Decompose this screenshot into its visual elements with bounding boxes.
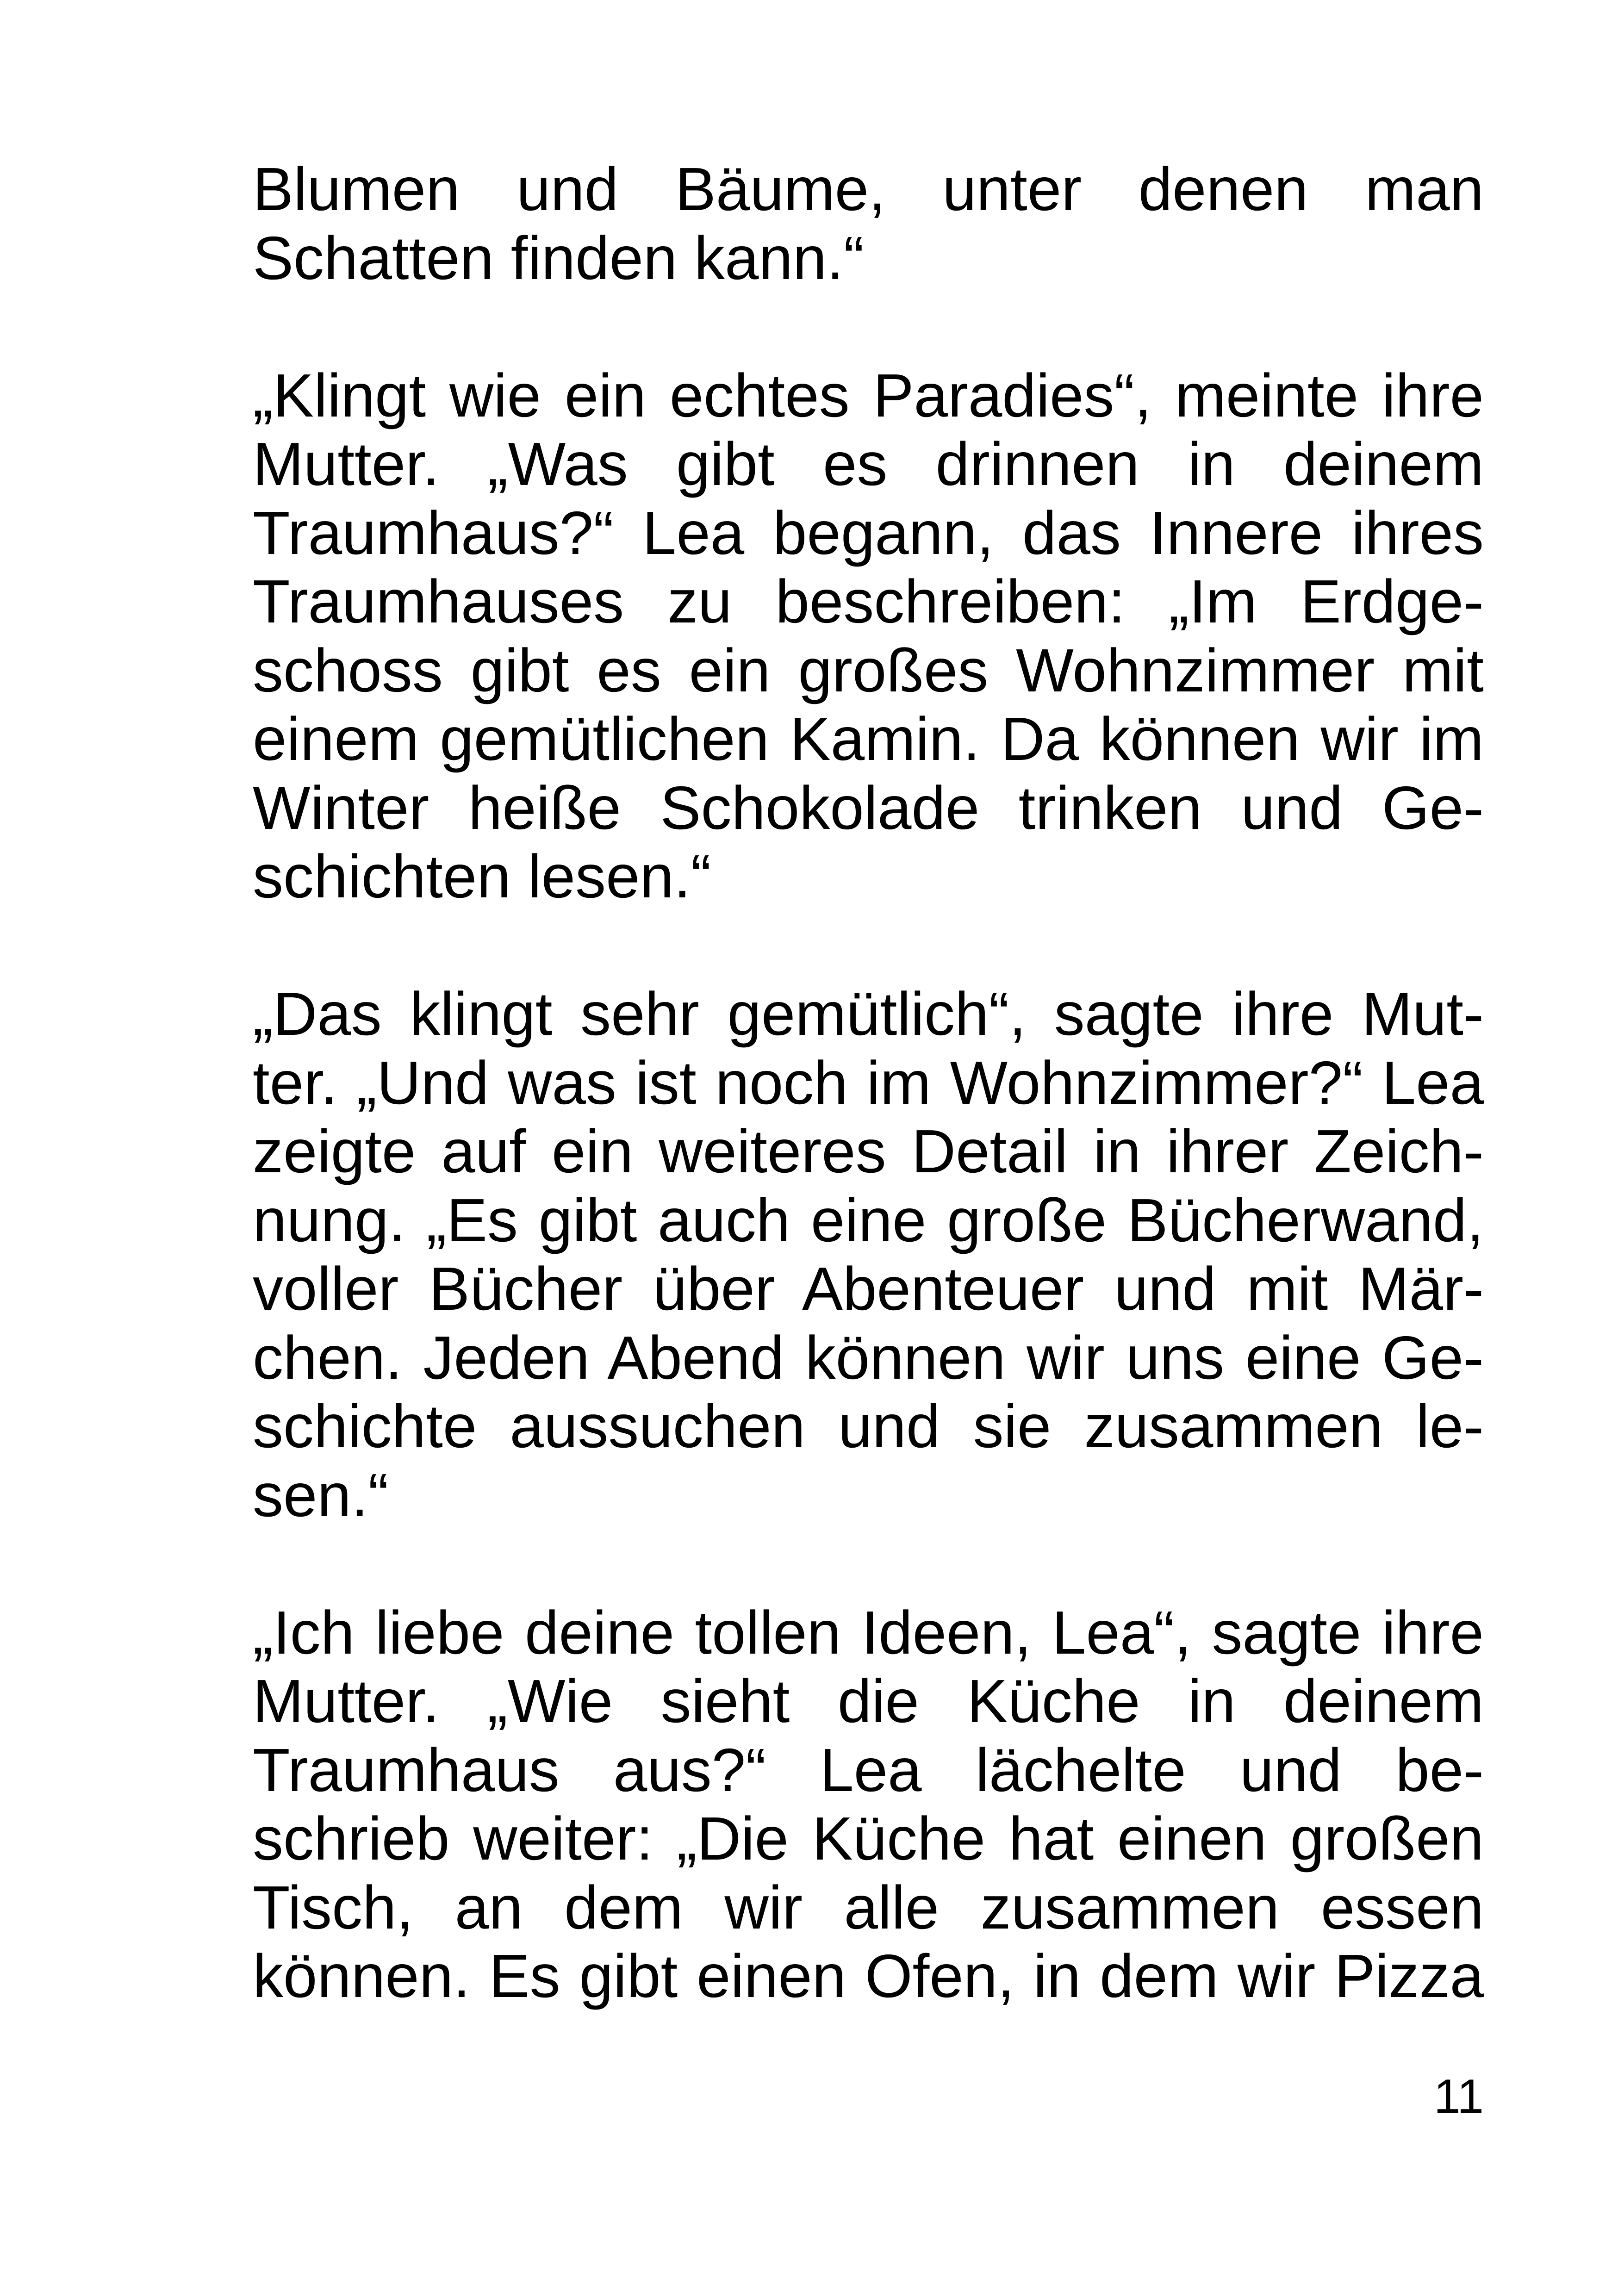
text-line: Traumhauses zu beschreiben: „Im Erdge- bbox=[253, 567, 1484, 635]
paragraph-gap bbox=[253, 292, 1484, 361]
paragraph-gap bbox=[253, 1530, 1484, 1599]
text-line: Traumhaus?“ Lea begann, das Innere ihres bbox=[253, 498, 1484, 567]
text-line: Traumhaus aus?“ Lea lächelte und be- bbox=[253, 1736, 1484, 1804]
text-line: Schatten finden kann.“ bbox=[253, 224, 864, 292]
text-line: Tisch, an dem wir alle zusammen essen bbox=[253, 1873, 1484, 1941]
text-line: Mutter. „Wie sieht die Küche in deinem bbox=[253, 1667, 1484, 1735]
text-line: „Klingt wie ein echtes Paradies“, meinte ihre bbox=[253, 361, 1484, 429]
text-line: nung. „Es gibt auch eine große Bücherwand, bbox=[253, 1186, 1484, 1254]
text-line: Blumen und Bäume, unter denen man bbox=[253, 155, 1484, 223]
text-line: schichte aussuchen und sie zusammen le- bbox=[253, 1392, 1484, 1460]
text-line: „Das klingt sehr gemütlich“, sagte ihre Mut- bbox=[253, 980, 1484, 1048]
page-number: 11 bbox=[1434, 2070, 1484, 2123]
text-line: schrieb weiter: „Die Küche hat einen großen bbox=[253, 1804, 1484, 1873]
text-line: ter. „Und was ist noch im Wohnzimmer?“ Lea bbox=[253, 1048, 1484, 1117]
text-line: zeigte auf ein weiteres Detail in ihrer Zeich- bbox=[253, 1117, 1484, 1185]
text-line: einem gemütlichen Kamin. Da können wir im bbox=[253, 705, 1484, 773]
text-line: Mutter. „Was gibt es drinnen in deinem bbox=[253, 430, 1484, 498]
text-line: schichten lesen.“ bbox=[253, 842, 711, 910]
text-line: „Ich liebe deine tollen Ideen, Lea“, sagte ihre bbox=[253, 1598, 1484, 1667]
text-line: chen. Jeden Abend können wir uns eine Ge- bbox=[253, 1323, 1484, 1392]
page-text-body bbox=[253, 155, 1484, 2011]
text-line: sen.“ bbox=[253, 1461, 389, 1529]
text-line: voller Bücher über Abenteuer und mit Mär- bbox=[253, 1255, 1484, 1323]
text-line: können. Es gibt einen Ofen, in dem wir Pizza bbox=[253, 1942, 1484, 2010]
paragraph-gap bbox=[253, 911, 1484, 980]
text-line: Winter heiße Schokolade trinken und Ge- bbox=[253, 773, 1484, 842]
text-line: schoss gibt es ein großes Wohnzimmer mit bbox=[253, 636, 1484, 704]
